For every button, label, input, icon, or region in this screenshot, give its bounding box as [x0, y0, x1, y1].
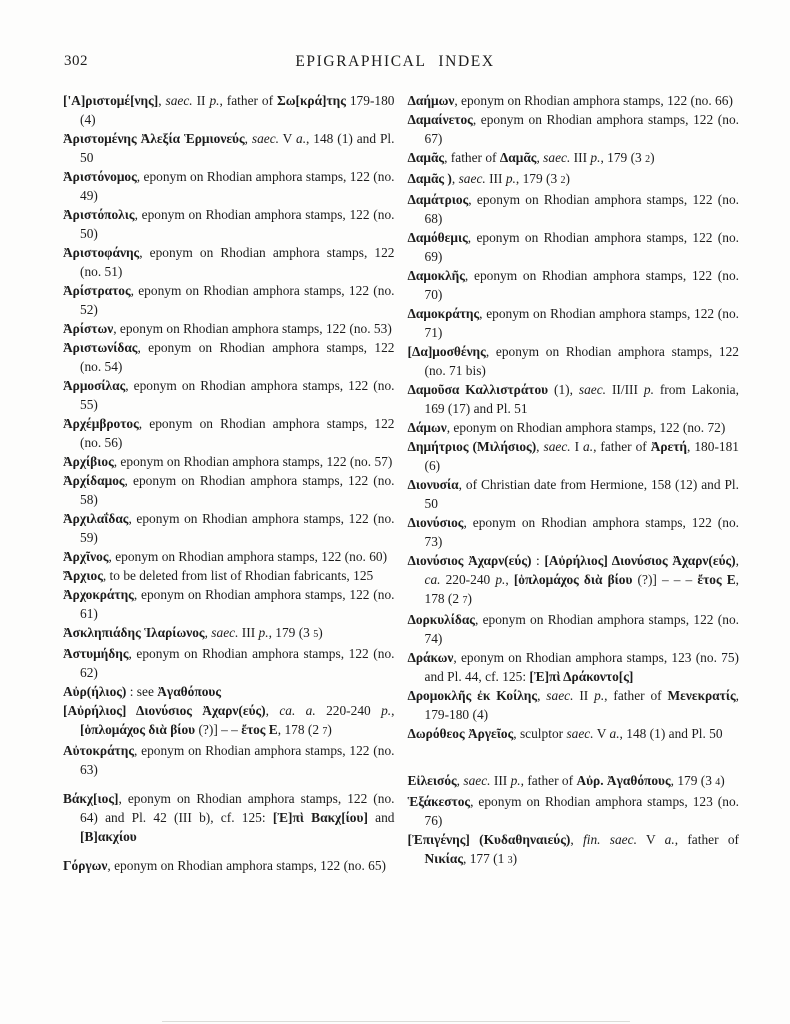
entry-text: ) [327, 722, 332, 737]
greek-name-text: Ἀριστομένης Ἀλεξία Ἑρμιονεύς [63, 131, 245, 146]
entry-text: : [531, 553, 545, 568]
entry-text: , eponym on Rhodian amphora stamps, 123 (no. 75) and Pl. 44, cf. 125: [424, 650, 739, 684]
entry-text: , 179 (3 [670, 773, 716, 788]
entry-text: saec. [211, 625, 239, 640]
index-entry [408, 551, 740, 610]
page-number: 302 [64, 53, 88, 69]
greek-name-text: Δαμοκλῆς [407, 268, 465, 283]
greek-name-text: [Ἐπιγένης] (Κυδαθηναιεύς) [407, 832, 571, 847]
index-entry [63, 644, 395, 682]
greek-name-text: [Ἐ]πὶ Δράκοντο[ς] [529, 669, 634, 684]
greek-name-text: Γόργων [63, 858, 108, 873]
entry-text: , eponym on Rhodian amphora stamps, 122 (no. 59) [80, 511, 395, 545]
index-entry [63, 623, 395, 644]
index-entry [408, 190, 740, 228]
entry-text: , eponym on Rhodian amphora stamps, 122 (no. 65) [107, 858, 386, 873]
greek-name-text: Ἀριστόνομος [63, 169, 137, 184]
entry-text: , [204, 625, 212, 640]
greek-name-text: [Αὐρήλιος] Διονύσιος Ἀχαρν(εύς) [544, 553, 736, 568]
entry-text: p. [510, 773, 521, 788]
greek-name-text: Νικίας [424, 851, 464, 866]
entry-text: 179-180 (4) [80, 93, 395, 127]
greek-name-text: Ἀσκληπιάδης Ἱλαρίωνος [63, 625, 205, 640]
index-entry [408, 830, 740, 870]
entry-text: , [391, 703, 395, 718]
entry-text: , 179 (3 [515, 171, 561, 186]
entry-text: ca. [424, 572, 441, 587]
index-entry [63, 452, 395, 471]
entry-text: p. [505, 171, 516, 186]
entry-text: saec. [165, 93, 193, 108]
page-title: EPIGRAPHICAL INDEX [295, 53, 495, 70]
greek-name-text: Αὐτοκράτης [63, 743, 134, 758]
index-entry [63, 129, 395, 167]
entry-text: , 178 (2 [424, 572, 739, 606]
entry-text: 5 [313, 629, 319, 640]
entry-text: , [735, 553, 739, 568]
entry-text: , 177 (1 [463, 851, 508, 866]
entry-text: , eponym on Rhodian amphora stamps, 122 (no. 54) [80, 340, 395, 374]
entry-text: saec. [251, 131, 280, 146]
entry-text: : see [126, 684, 158, 699]
index-entry [63, 856, 395, 875]
entry-text: , 148 (1) and Pl. 50 [619, 726, 723, 741]
index-entry [63, 471, 395, 509]
greek-name-text: Δαμοκράτης [407, 306, 480, 321]
entry-text: 4 [715, 777, 721, 788]
entry-text: , father of [604, 688, 668, 703]
greek-name-text: Ἀρχέμβροτος [63, 416, 139, 431]
index-entry [63, 338, 395, 376]
entry-text: 2 [560, 175, 566, 186]
index-entry [63, 682, 395, 701]
greek-name-text: Δράκων [407, 650, 454, 665]
entry-text: 220-240 [315, 703, 382, 718]
entry-text: III [490, 773, 511, 788]
entry-text: , 178 (2 [277, 722, 323, 737]
entry-text: , [570, 832, 584, 847]
greek-name-text: Εἰλεισός [407, 773, 457, 788]
entry-text: , to be deleted from list of Rhodian fabricants, 125 [102, 568, 374, 583]
greek-name-text: [Αὐρήλιος] Διονύσιος Ἀχαρν(εύς) [63, 703, 266, 718]
index-entry [63, 547, 395, 566]
greek-name-text: Αὐρ(ήλιος) [63, 684, 127, 699]
greek-name-text: Διονύσιος Ἀχαρν(εύς) [407, 553, 532, 568]
greek-name-text: Δαμᾶς [407, 150, 445, 165]
entry-text: ) [512, 851, 518, 866]
entry-text: , [265, 703, 280, 718]
index-entry [408, 266, 740, 304]
index-entry [63, 789, 395, 846]
entry-text: , eponym on Rhodian amphora stamps, 122 (no. 58) [80, 473, 395, 507]
greek-name-text: Ἀριστόπολις [63, 207, 135, 222]
greek-name-text: Δαμαίνετος [407, 112, 473, 127]
greek-name-text: Ἀριστοφάνης [63, 245, 140, 260]
page-header [0, 53, 790, 75]
greek-name-text: [ὁπλομάχος διὰ βίου [80, 722, 196, 737]
entry-text: V [279, 131, 296, 146]
entry-text: , eponym on Rhodian amphora stamps, 122 (no. 55) [80, 378, 395, 412]
entry-text: , father of [674, 832, 739, 847]
entry-text: , 179 (3 [600, 150, 646, 165]
greek-name-text: [Β]ακχίου [80, 829, 137, 844]
entry-text: p. [590, 150, 601, 165]
index-entry [408, 228, 740, 266]
greek-name-text: Δαμᾶς [499, 150, 537, 165]
entry-text: ) [318, 625, 323, 640]
entry-text: p. [594, 688, 605, 703]
greek-name-text: Ἀρχῖνος [63, 549, 109, 564]
entry-text: a. [664, 832, 675, 847]
entry-text: and [367, 810, 395, 825]
entry-text: p. [643, 382, 654, 397]
entry-text: ) [720, 773, 725, 788]
index-entry [63, 414, 395, 452]
index-entry [63, 376, 395, 414]
index-entry [408, 418, 740, 437]
greek-name-text: Ἀστυμήδης [63, 646, 129, 661]
entry-text: , eponym on Rhodian amphora stamps, 122 (no. 68) [424, 192, 739, 226]
index-entry [408, 686, 740, 724]
index-entry [408, 771, 740, 792]
entry-text: p. [209, 93, 220, 108]
entry-text: , [451, 171, 459, 186]
greek-name-text: Δαμάτριος [407, 192, 469, 207]
greek-name-text: Ἀρίστρατος [63, 283, 131, 298]
greek-name-text: Δαμᾶς ) [407, 171, 452, 186]
entry-text: , of Christian date from Hermione, 158 (12) and Pl. 50 [424, 477, 739, 511]
entry-text: , eponym on Rhodian amphora stamps, 122 (no. 71) [424, 306, 739, 340]
index-entry [408, 304, 740, 342]
entry-text: , eponym on Rhodian amphora stamps, 122 (no. 73) [424, 515, 739, 549]
entry-text: , [505, 572, 514, 587]
entry-text: , eponym on Rhodian amphora stamps, 122 (no. 52) [80, 283, 395, 317]
index-entry [63, 741, 395, 779]
entry-text: , eponym on Rhodian amphora stamps, 122 (no. 57) [113, 454, 393, 469]
entry-text: , [456, 773, 464, 788]
greek-name-text: Ἀγαθόπους [157, 684, 221, 699]
entry-text: , eponym on Rhodian amphora stamps, 122 (no. 63) [80, 743, 395, 777]
greek-name-text: Διονύσιος [407, 515, 464, 530]
entry-text: , [536, 439, 544, 454]
entry-text: saec. [578, 382, 607, 397]
index-entry [408, 169, 740, 190]
greek-name-text: Ἁρμοσίλας [63, 378, 126, 393]
entry-text: II [573, 688, 595, 703]
index-entry [63, 205, 395, 243]
greek-name-text: Ἀρχοκράτης [63, 587, 134, 602]
greek-name-text: Δάμων [407, 420, 447, 435]
entry-text: , eponym on Rhodian amphora stamps, 122 (no. 71 bis) [424, 344, 739, 378]
index-entry [63, 585, 395, 623]
index-entry [63, 701, 395, 741]
entry-text: p. [381, 703, 392, 718]
entry-text: , [158, 93, 166, 108]
greek-name-text: Ἀριστωνίδας [63, 340, 138, 355]
entry-text: 220-240 [440, 572, 496, 587]
entry-text: , father of [593, 439, 651, 454]
entry-text: from Lakonia, 169 (17) and Pl. 51 [424, 382, 739, 416]
greek-name-text: ἔτος Ε [241, 722, 278, 737]
greek-name-text: Ἀρετή [650, 439, 688, 454]
greek-name-text: Διονυσία [407, 477, 459, 492]
greek-name-text: Αὐρ. Ἀγαθόπους [576, 773, 671, 788]
entry-text: , eponym on Rhodian amphora stamps, 122 (no. 62) [80, 646, 395, 680]
entry-text: a. [296, 131, 307, 146]
entry-text: 7 [462, 595, 468, 606]
entry-text: a. [583, 439, 594, 454]
entry-text: III [570, 150, 591, 165]
greek-name-text: Δαήμων [407, 93, 455, 108]
entry-text: , eponym on Rhodian amphora stamps, 122 (no. 72) [446, 420, 726, 435]
index-entry [63, 167, 395, 205]
entry-text: , eponym on Rhodian amphora stamps, 122 (no. 69) [424, 230, 739, 264]
greek-name-text: Σω[κρά]της [276, 93, 346, 108]
greek-name-text: Δαμόθεμις [407, 230, 468, 245]
scan-artifact-line [162, 1021, 630, 1022]
index-entry [63, 319, 395, 338]
entry-text: V [593, 726, 610, 741]
entry-text: , eponym on Rhodian amphora stamps, 122 (no. 70) [424, 268, 739, 302]
entry-text: , father of [219, 93, 277, 108]
entry-text: , eponym on Rhodian amphora stamps, 122 (no. 66) [454, 93, 733, 108]
entry-text: ca. a. [279, 703, 316, 718]
entry-text: , [537, 688, 547, 703]
index-entry [408, 475, 740, 513]
greek-name-text: Δρομοκλῆς ἐκ Κοίλης [407, 688, 538, 703]
index-entry [408, 437, 740, 475]
entry-text: p. [495, 572, 506, 587]
greek-name-text: Ἀρχιλαΐδας [63, 511, 129, 526]
greek-name-text: Δημήτριος (Μιλήσιος) [407, 439, 537, 454]
index-entry [408, 610, 740, 648]
greek-name-text: [ὁπλομάχος διὰ βίου [513, 572, 633, 587]
entry-text: , eponym on Rhodian amphora stamps, 122 (no. 51) [80, 245, 395, 279]
entry-text: , 180-181 (6) [424, 439, 739, 473]
greek-name-text: [Δα]μοσθένης [407, 344, 486, 359]
entry-text: saec. [566, 726, 594, 741]
greek-name-text: Μενεκρατίς [667, 688, 736, 703]
index-entry [408, 648, 740, 686]
entry-text: , 179-180 (4) [424, 688, 739, 722]
greek-name-text: [Ἐ]πὶ Βακχ[ίου] [272, 810, 368, 825]
entry-text: , father of [520, 773, 577, 788]
greek-name-text: Ἑξάκεστος [407, 794, 471, 809]
entry-text: 2 [645, 154, 651, 165]
entry-text: ) [565, 171, 570, 186]
entry-text: , eponym on Rhodian amphora stamps, 122 (no. 53) [113, 321, 392, 336]
entry-text: (1), [548, 382, 579, 397]
entry-text: a. [609, 726, 620, 741]
entry-text: , [244, 131, 252, 146]
entry-text: , eponym on Rhodian amphora stamps, 122 (no. 61) [80, 587, 395, 621]
entry-text: saec. [543, 150, 571, 165]
entry-text: II/III [606, 382, 644, 397]
entry-text: 7 [322, 726, 328, 737]
greek-name-text: ['Α]ριστομέ[νης] [63, 93, 159, 108]
index-column-right [408, 91, 740, 875]
greek-name-text: Ἀρίστων [63, 321, 114, 336]
entry-text: , eponym on Rhodian amphora stamps, 123 (no. 76) [424, 794, 739, 828]
entry-text: , 179 (3 [268, 625, 314, 640]
entry-text: , father of [444, 150, 500, 165]
greek-name-text: Βάκχ[ιος] [63, 791, 119, 806]
entry-text: saec. [543, 439, 571, 454]
entry-text: saec. [546, 688, 574, 703]
entry-text: , eponym on Rhodian amphora stamps, 122 (no. 64) and Pl. 42 (III b), cf. 125: [80, 791, 395, 825]
entry-text: , [536, 150, 544, 165]
entry-text: (?)] – – – [632, 572, 698, 587]
index-entry [408, 148, 740, 169]
index-entry [408, 380, 740, 418]
entry-text: 3 [507, 855, 513, 866]
greek-name-text: Ἄρχιος [63, 568, 103, 583]
entry-text: V [636, 832, 665, 847]
entry-text: saec. [463, 773, 491, 788]
index-entry [408, 724, 740, 743]
greek-name-text: Δορκυλίδας [407, 612, 475, 627]
index-columns [63, 91, 739, 875]
entry-text: p. [258, 625, 269, 640]
entry-text: fin. saec. [583, 832, 637, 847]
greek-name-text: Ἀρχίδαμος [63, 473, 125, 488]
entry-text: , eponym on Rhodian amphora stamps, 122 (no. 56) [80, 416, 395, 450]
index-entry [408, 792, 740, 830]
index-column-left [63, 91, 395, 875]
index-entry [63, 91, 395, 129]
greek-name-text: Δωρόθεος Ἀργεῖος [407, 726, 514, 741]
index-entry [408, 342, 740, 380]
entry-text: , eponym on Rhodian amphora stamps, 122 (no. 74) [424, 612, 739, 646]
entry-text: , sculptor [513, 726, 567, 741]
entry-text: , eponym on Rhodian amphora stamps, 122 (no. 49) [80, 169, 395, 203]
index-entry [408, 110, 740, 148]
index-entry [63, 509, 395, 547]
entry-text: , eponym on Rhodian amphora stamps, 122 (no. 50) [80, 207, 395, 241]
entry-text: , eponym on Rhodian amphora stamps, 122 (no. 60) [108, 549, 388, 564]
index-entry [63, 566, 395, 585]
index-entry [63, 281, 395, 319]
entry-text: ) [467, 591, 472, 606]
greek-name-text: ἔτος Ε [697, 572, 736, 587]
greek-name-text: Δαμοῦσα Καλλιστράτου [407, 382, 549, 397]
entry-text: I [570, 439, 584, 454]
index-entry [408, 513, 740, 551]
entry-text: ) [650, 150, 655, 165]
index-entry [63, 243, 395, 281]
entry-text: II [192, 93, 210, 108]
entry-text: saec. [458, 171, 486, 186]
index-entry [408, 91, 740, 110]
entry-text: III [238, 625, 259, 640]
entry-text: (?)] – – [195, 722, 242, 737]
entry-text: , 148 (1) and Pl. 50 [80, 131, 395, 165]
entry-text: , eponym on Rhodian amphora stamps, 122 (no. 67) [424, 112, 739, 146]
entry-text: III [485, 171, 506, 186]
greek-name-text: Ἀρχίβιος [63, 454, 114, 469]
